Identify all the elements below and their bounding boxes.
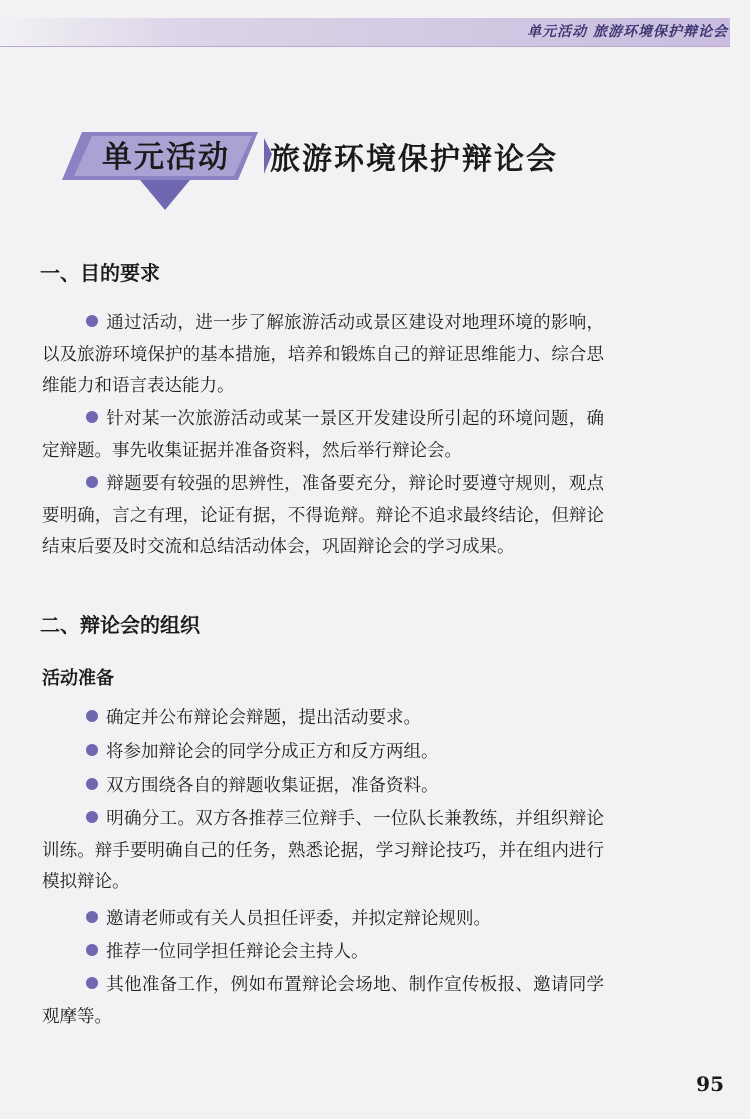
section-heading-organization: 二、辩论会的组织 (40, 613, 200, 637)
bullet-icon (86, 944, 98, 956)
bullet-icon (86, 977, 98, 989)
list-item-text: 双方围绕各自的辩题收集证据，准备资料。 (106, 776, 439, 796)
list-item-text: 推荐一位同学担任辩论会主持人。 (106, 942, 369, 962)
list-item-text: 确定并公布辩论会辩题，提出活动要求。 (106, 708, 421, 728)
bullet-icon (86, 778, 98, 790)
bullet-icon (86, 476, 98, 488)
bullet-icon (86, 411, 98, 423)
banner-label: 单元活动 (102, 140, 230, 175)
list-item (42, 937, 604, 969)
page-title: 旅游环境保护辩论会 (270, 142, 558, 177)
list-item (42, 804, 604, 899)
page-number: 95 (696, 1072, 724, 1096)
paragraph-text: 通过活动，进一步了解旅游活动或景区建设对地理环境的影响，以及旅游环境保护的基本措施，培养和锻炼自己的辩证思维能力、综合思维能力和语言表达能力。 (42, 313, 604, 396)
unit-activity-banner (62, 118, 272, 214)
bullet-icon (86, 811, 98, 823)
list-item-text: 邀请老师或有关人员担任评委，并拟定辩论规则。 (106, 909, 491, 929)
paragraph-text: 辩题要有较强的思辨性，准备要充分，辩论时要遵守规则，观点要明确，言之有理，论证有据，不得诡辩。辩论不追求最终结论，但辩论结束后要及时交流和总结活动体会，巩固辩论会的学习成果。 (42, 474, 604, 557)
paragraph-text: 针对某一次旅游活动或某一景区开发建设所引起的环境问题，确定辩题。事先收集证据并准备资料，然后举行辩论会。 (42, 409, 604, 461)
list-item-text: 明确分工。双方各推荐三位辩手、一位队长兼教练，并组织辩论训练。辩手要明确自己的任务，熟悉论据，学习辩论技巧，并在组内进行模拟辩论。 (42, 809, 604, 892)
section-heading-goals: 一、目的要求 (40, 261, 160, 285)
header-rule (0, 46, 730, 47)
list-item-text: 其他准备工作，例如布置辩论会场地、制作宣传板报、邀请同学观摩等。 (42, 975, 604, 1027)
list-item (42, 970, 604, 1033)
bullet-icon (86, 315, 98, 327)
bullet-icon (86, 911, 98, 923)
list-item (42, 904, 604, 936)
running-header: 单元活动 旅游环境保护辩论会 (527, 24, 728, 40)
list-item-text: 将参加辩论会的同学分成正方和反方两组。 (106, 742, 439, 762)
subheading-preparation: 活动准备 (42, 668, 114, 689)
goal-paragraph (42, 404, 604, 467)
goal-paragraph (42, 469, 604, 564)
bullet-icon (86, 744, 98, 756)
list-item (42, 703, 604, 735)
goal-paragraph (42, 308, 604, 403)
list-item (42, 771, 604, 803)
bullet-icon (86, 710, 98, 722)
list-item (42, 737, 604, 769)
